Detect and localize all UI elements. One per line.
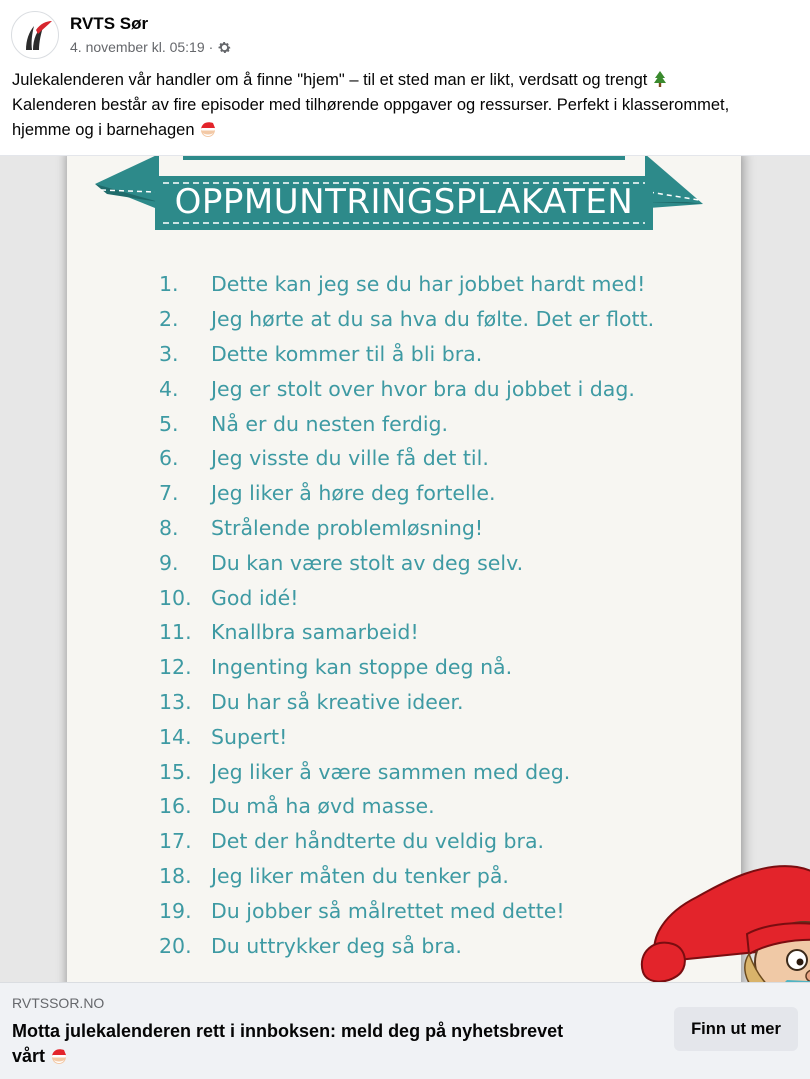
list-item-number: 14. xyxy=(159,724,192,749)
list-item-text: Knallbra samarbeid! xyxy=(211,620,419,645)
list-item-text: Strålende problemløsning! xyxy=(211,515,484,540)
list-item xyxy=(159,859,654,894)
list-item-text: Du kan være stolt av deg selv. xyxy=(211,550,524,575)
list-item-text: Jeg liker måten du tenker på. xyxy=(211,863,509,888)
list-item-text: Nå er du nesten ferdig. xyxy=(211,411,449,436)
poster-title: OPPMUNTRINGSPLAKATEN xyxy=(174,182,634,222)
page-name[interactable]: RVTS Sør xyxy=(70,14,149,33)
list-item xyxy=(159,371,654,406)
list-item xyxy=(159,302,654,337)
link-preview[interactable] xyxy=(0,982,810,1079)
post-meta xyxy=(70,39,232,55)
link-title[interactable] xyxy=(12,1019,652,1069)
list-item-number: 4. xyxy=(159,376,179,401)
list-item-text: Dette kan jeg se du har jobbet hardt med! xyxy=(211,272,646,297)
list-item-number: 5. xyxy=(159,411,179,436)
list-item-number: 2. xyxy=(159,307,179,332)
list-item xyxy=(159,267,654,302)
list-item-number: 13. xyxy=(159,689,192,714)
list-item xyxy=(159,928,654,963)
list-item-number: 8. xyxy=(159,515,179,540)
list-item-number: 9. xyxy=(159,550,179,575)
list-item-number: 12. xyxy=(159,655,192,680)
post-text-line-3-text: hjemme og i barnehagen xyxy=(12,121,195,139)
link-title-line-2-text: vårt xyxy=(12,1046,46,1066)
list-item-number: 20. xyxy=(159,933,192,958)
santa-emoji-icon xyxy=(50,1047,68,1065)
list-item xyxy=(159,893,654,928)
list-item-text: God idé! xyxy=(211,585,299,610)
encouragement-list xyxy=(159,267,654,963)
list-item xyxy=(159,650,654,685)
gear-icon[interactable] xyxy=(217,40,232,55)
post-timestamp[interactable]: 4. november kl. 05:19 xyxy=(70,39,205,55)
list-item xyxy=(159,545,654,580)
meta-separator: · xyxy=(208,39,214,55)
link-title-line-2 xyxy=(12,1044,652,1069)
list-item-text: Ingenting kan stoppe deg nå. xyxy=(211,655,513,680)
list-item-number: 18. xyxy=(159,863,192,888)
list-item-number: 6. xyxy=(159,446,179,471)
list-item-text: Du jobber så målrettet med dette! xyxy=(211,898,565,923)
list-item-number: 11. xyxy=(159,620,192,645)
post-text-line-1-text: Julekalenderen vår handler om å finne "hjem" – til et sted man er likt, verdsatt og trengt xyxy=(12,71,648,89)
list-item xyxy=(159,789,654,824)
list-item xyxy=(159,406,654,441)
list-item-number: 17. xyxy=(159,829,192,854)
list-item-text: Jeg liker å være sammen med deg. xyxy=(211,759,571,784)
avatar[interactable] xyxy=(11,11,59,59)
list-item-text: Du må ha øvd masse. xyxy=(211,794,435,819)
list-item xyxy=(159,441,654,476)
list-item-number: 3. xyxy=(159,341,179,366)
list-item-text: Supert! xyxy=(211,724,288,749)
post-header xyxy=(0,0,810,64)
list-item xyxy=(159,824,654,859)
link-title-line-1: Motta julekalenderen rett i innboksen: meld deg på nyhetsbrevet xyxy=(12,1021,564,1041)
list-item-text: Jeg visste du ville få det til. xyxy=(211,446,489,471)
rvts-logo-icon xyxy=(12,12,59,59)
list-item xyxy=(159,615,654,650)
post-text xyxy=(12,68,802,143)
list-item-text: Du uttrykker deg så bra. xyxy=(211,933,462,958)
list-item xyxy=(159,511,654,546)
poster xyxy=(67,155,741,982)
list-item-number: 7. xyxy=(159,481,179,506)
gnome-illustration-icon xyxy=(637,842,810,982)
post-text-line-2: Kalenderen består av fire episoder med tilhørende oppgaver og ressurser. Perfekt i klasserommet, xyxy=(12,96,730,114)
link-domain: RVTSSOR.NO xyxy=(12,995,105,1011)
list-item xyxy=(159,337,654,372)
tree-emoji-icon xyxy=(652,70,668,88)
list-item xyxy=(159,476,654,511)
list-item-text: Det der håndterte du veldig bra. xyxy=(211,829,545,854)
list-item xyxy=(159,685,654,720)
post-image[interactable] xyxy=(0,155,810,982)
post-text-line-3 xyxy=(12,118,802,143)
santa-emoji-icon xyxy=(199,120,217,138)
list-item-text: Du har så kreative ideer. xyxy=(211,689,464,714)
list-item-number: 10. xyxy=(159,585,192,610)
post-text-line-1 xyxy=(12,68,802,93)
list-item-text: Dette kommer til å bli bra. xyxy=(211,341,483,366)
list-item xyxy=(159,719,654,754)
list-item-number: 15. xyxy=(159,759,192,784)
find-out-more-button[interactable]: Finn ut mer xyxy=(674,1007,798,1051)
list-item-number: 1. xyxy=(159,272,179,297)
list-item-number: 19. xyxy=(159,898,192,923)
list-item-text: Jeg liker å høre deg fortelle. xyxy=(211,481,496,506)
list-item-number: 16. xyxy=(159,794,192,819)
list-item-text: Jeg hørte at du sa hva du følte. Det er flott. xyxy=(211,307,655,332)
list-item xyxy=(159,754,654,789)
list-item-text: Jeg er stolt over hvor bra du jobbet i dag. xyxy=(211,376,635,401)
list-item xyxy=(159,580,654,615)
